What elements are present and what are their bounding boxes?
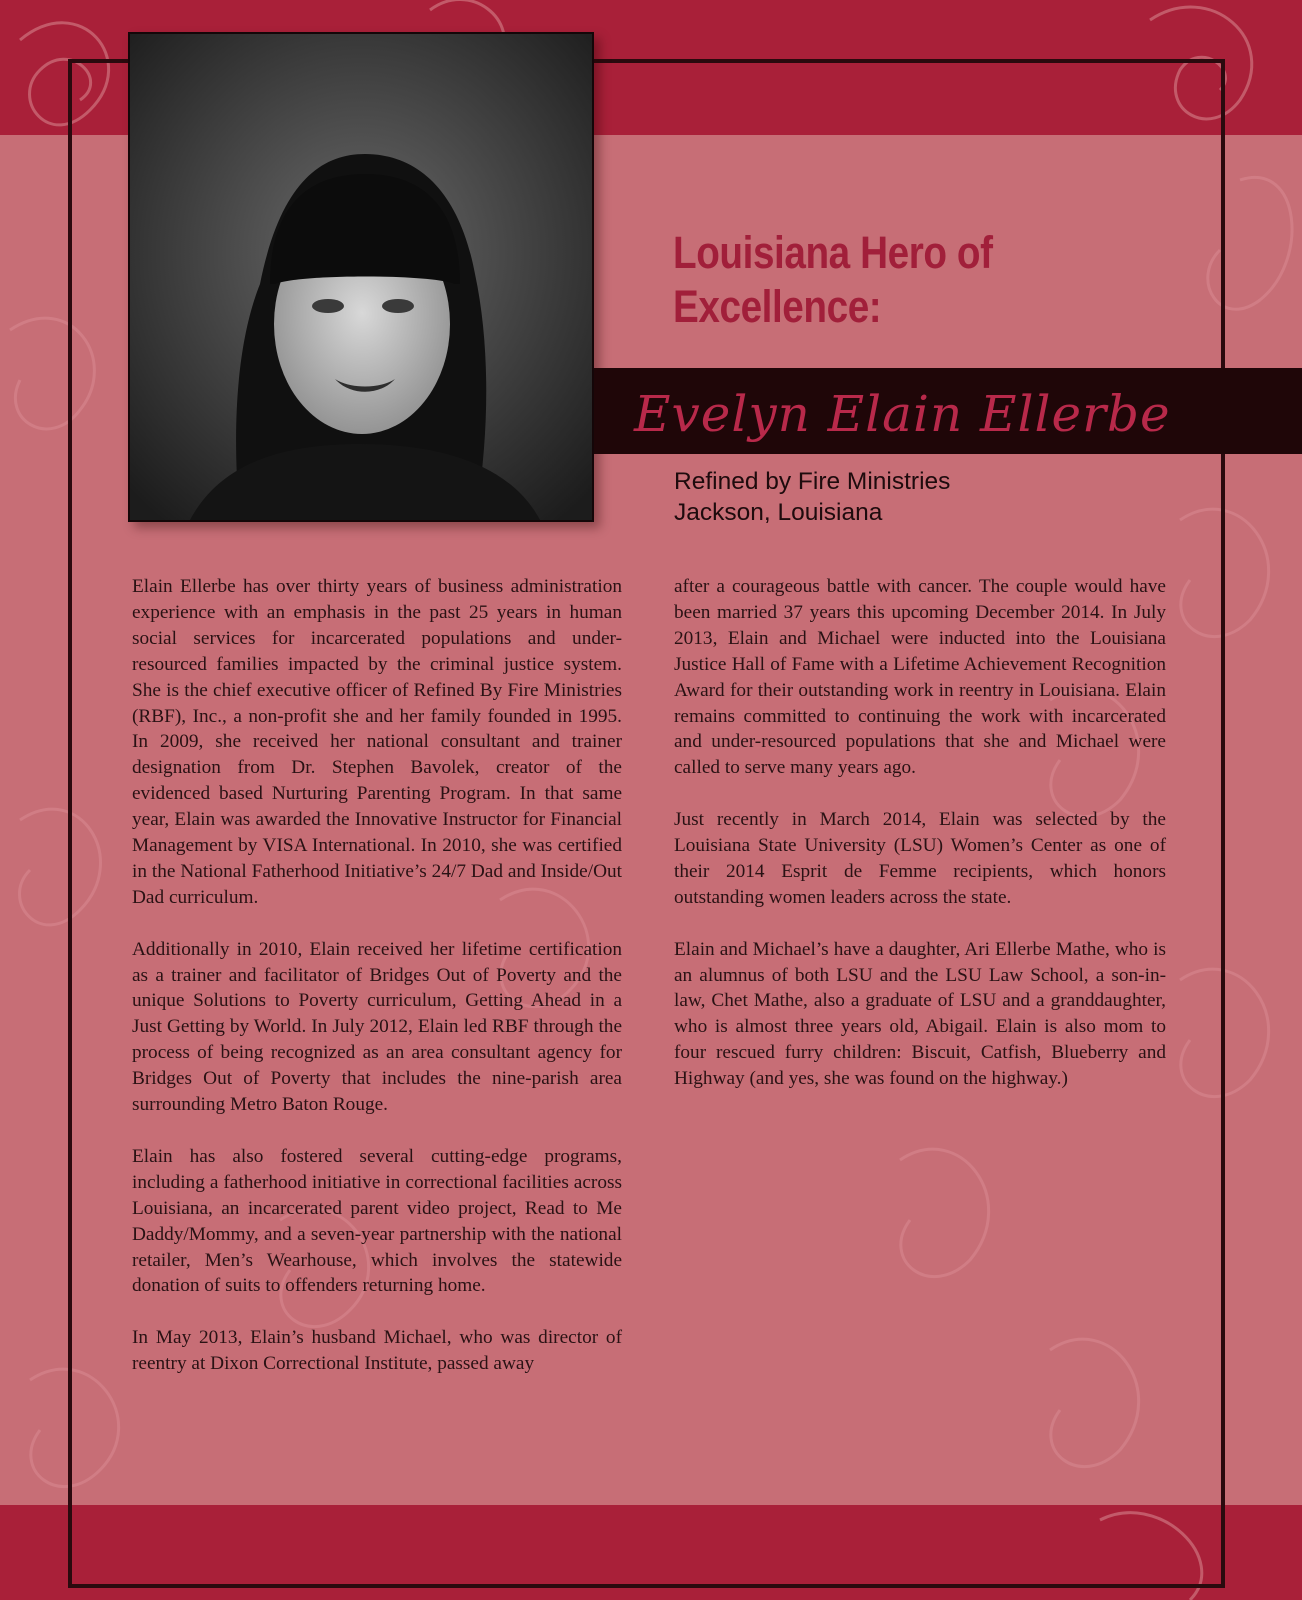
paragraph: after a courageous battle with cancer. The couple would have been married 37 years this upcoming December 2014. In July 2013, Elain and Michael were inducted into the Louisiana Justice Hall of Fame with a Lifetime Achievement Recognition Award for their outstanding work in reentry in Louisiana. Elain remains committed to continuing the work with incarcerated and under-resourced populations that she and Michael were called to serve many years ago.: [674, 576, 1166, 779]
honoree-affiliation: [674, 466, 1174, 528]
right-text-column: [674, 574, 1166, 1118]
left-text-column: [132, 574, 622, 1403]
portrait-illustration: [130, 34, 592, 520]
paragraph: Elain and Michael’s have a daughter, Ari Ellerbe Mathe, who is an alumnus of both LSU and the LSU Law School, a son-in-law, Chet Mathe, also a graduate of LSU and a granddaughter, who is almost three years old, Abigail. Elain is also mom to four rescued furry children: Biscuit, Catfish, Blueberry and Highway (and yes, she was found on the highway.): [674, 938, 1166, 1090]
paragraph: In May 2013, Elain’s husband Michael, who was director of reentry at Dixon Correctional Institute, passed away: [132, 1327, 622, 1375]
paragraph: Just recently in March 2014, Elain was selected by the Louisiana State University (LSU) Women’s Center as one of their 2014 Esprit de Femme recipients, which honors outstanding women leaders across the state.: [674, 809, 1166, 908]
page-title: [673, 226, 1155, 334]
honoree-name: Evelyn Elain Ellerbe: [634, 385, 1171, 443]
title-line-2: Excellence:: [673, 281, 882, 332]
organization-name: Refined by Fire Ministries: [674, 468, 951, 495]
paragraph: Elain has also fostered several cutting-edge programs, including a fatherhood initiative in correctional facilities across Louisiana, an incarcerated parent video project, Read to Me Daddy/Mommy, and a seven-year partnership with the national retailer, Men’s Wearhouse, which involves the statewide donation of suits to offenders returning home.: [132, 1145, 622, 1297]
location: Jackson, Louisiana: [674, 499, 883, 526]
title-line-1: Louisiana Hero of: [673, 227, 993, 278]
paragraph: Elain Ellerbe has over thirty years of business administration experience with an emphasis in the past 25 years in human social services for incarcerated populations and under-resourced families impacted by the criminal justice system. She is the chief executive officer of Refined By Fire Ministries (RBF), Inc., a non-profit she and her family founded in 1995. In 2009, she received her national consultant and trainer designation from Dr. Stephen Bavolek, creator of the evidenced based Nurturing Parenting Program. In that same year, Elain was awarded the Innovative Instructor for Financial Management by VISA International. In 2010, she was certified in the National Fatherhood Initiative’s 24/7 Dad and Inside/Out Dad curriculum.: [132, 576, 622, 908]
portrait-photo: [128, 32, 594, 522]
paragraph: Additionally in 2010, Elain received her lifetime certification as a trainer and facilitator of Bridges Out of Poverty and the unique Solutions to Poverty curriculum, Getting Ahead in a Just Getting by World. In July 2012, Elain led RBF through the process of being recognized as an area consultant agency for Bridges Out of Poverty that includes the nine-parish area surrounding Metro Baton Rouge.: [132, 938, 622, 1116]
